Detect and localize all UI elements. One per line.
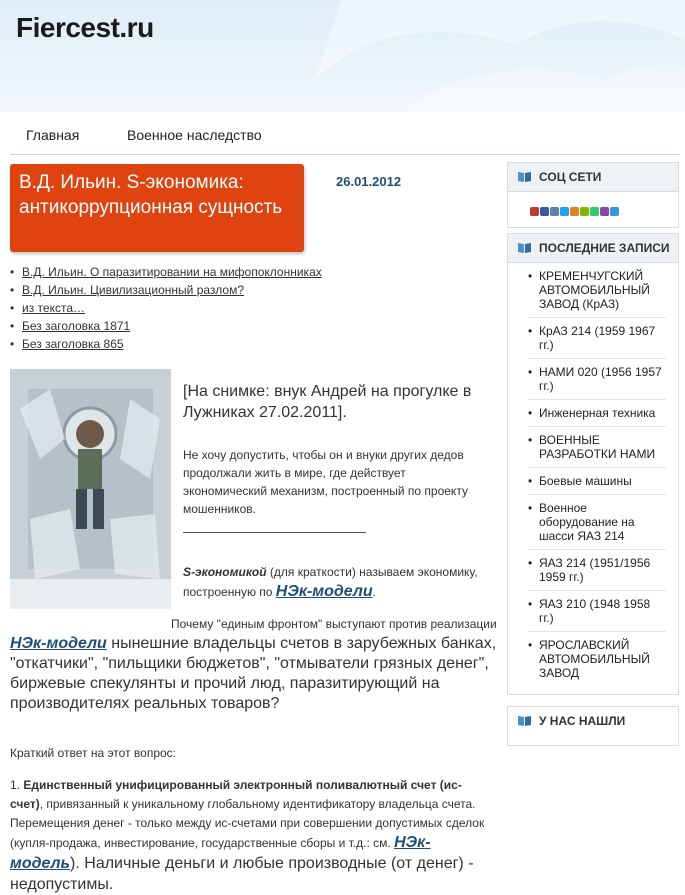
recent-post-item[interactable] [528, 318, 666, 359]
recent-post-item[interactable] [528, 632, 666, 686]
list-item: • Без заголовка 1871 [10, 319, 131, 333]
bullet-icon: • [528, 406, 533, 420]
main-nav [10, 114, 680, 155]
post-paragraph: Не хочу допустить, чтобы он и внуки других дедов продолжали жить в мире, где действует экономический механизм, построенный по проекту мошенников. [183, 448, 468, 516]
widget-title: У НАС НАШЛИ [539, 714, 626, 728]
site-header [0, 0, 685, 112]
widget-social [507, 162, 679, 228]
post-paragraph: Краткий ответ на этот вопрос: [10, 746, 177, 760]
book-icon [518, 242, 531, 253]
post-paragraph: S-экономикой (для краткости) называем экономику, построенную по НЭк-модели. [183, 565, 478, 600]
social-share-icon[interactable] [610, 207, 619, 216]
ice-sculpture-photo [10, 369, 171, 609]
book-icon [518, 171, 531, 182]
header-cloud-decoration [285, 0, 685, 110]
list-item: • Без заголовка 865 [10, 337, 124, 351]
recent-post-item[interactable] [528, 591, 666, 632]
related-post-link[interactable]: из текста… [22, 301, 85, 315]
recent-post-item[interactable] [528, 550, 666, 591]
nek-model-link[interactable]: НЭк-модели [275, 583, 373, 600]
photo-caption: [На снимке: внук Андрей на прогулке в Лужниках 27.02.2011]. [183, 383, 472, 421]
bullet-icon: • [528, 597, 533, 611]
recent-post-link[interactable]: ЯАЗ 214 (1951/1956 1959 гг.) [539, 556, 651, 584]
nav-item-military-heritage[interactable]: Военное наследство [127, 127, 262, 143]
bullet-icon: • [528, 474, 533, 488]
nek-model-link[interactable]: НЭк-модель [10, 834, 431, 872]
recent-posts-list [508, 263, 678, 686]
social-share-icon[interactable] [560, 207, 569, 216]
recent-post-item[interactable] [528, 427, 666, 468]
related-post-link[interactable]: В.Д. Ильин. Цивилизационный разлом? [22, 283, 245, 297]
social-share-icon[interactable] [570, 207, 579, 216]
social-share-icon[interactable] [530, 207, 539, 216]
recent-post-link[interactable]: Боевые машины [539, 474, 632, 488]
recent-post-link[interactable]: ЯРОСЛАВСКИЙ АВТОМОБИЛЬНЫЙ ЗАВОД [539, 638, 650, 680]
recent-post-link[interactable]: КРЕМЕНЧУГСКИЙ АВТОМОБИЛЬНЫЙ ЗАВОД (КрАЗ) [539, 269, 650, 311]
social-share-icon[interactable] [580, 207, 589, 216]
related-post-link[interactable]: Без заголовка 865 [22, 337, 124, 351]
recent-post-item[interactable] [528, 359, 666, 400]
recent-post-item[interactable] [528, 468, 666, 495]
bullet-icon: • [528, 556, 533, 570]
list-item: • В.Д. Ильин. О паразитировании на мифопоклонниках [10, 265, 322, 279]
post-date: 26.01.2012 [336, 174, 402, 189]
book-icon [518, 715, 531, 726]
list-item: • В.Д. Ильин. Цивилизационный разлом? [10, 283, 245, 297]
widget-recent-posts [507, 233, 679, 695]
social-icons-row [530, 203, 620, 221]
widget-found [507, 706, 679, 746]
post-photo [10, 369, 171, 609]
recent-post-link[interactable]: ЯАЗ 210 (1948 1958 гг.) [539, 597, 651, 625]
list-item: • из текста… [10, 301, 85, 315]
social-share-icon[interactable] [540, 207, 549, 216]
related-post-link[interactable]: В.Д. Ильин. О паразитировании на мифопоклонниках [22, 265, 322, 279]
bullet-icon: • [528, 638, 533, 652]
bullet-icon: • [528, 501, 533, 515]
widget-title: СОЦ СЕТИ [539, 170, 602, 184]
recent-post-link[interactable]: Инженерная техника [539, 406, 656, 420]
bullet-icon: • [528, 433, 533, 447]
related-posts-list [10, 263, 322, 353]
social-share-icon[interactable] [590, 207, 599, 216]
recent-post-link[interactable]: ВОЕННЫЕ РАЗРАБОТКИ НАМИ [539, 433, 656, 461]
nav-item-home[interactable]: Главная [26, 127, 80, 143]
post-title: В.Д. Ильин. S-экономика: антикоррупционная сущность [10, 164, 304, 252]
site-title[interactable]: Fiercest.ru [16, 12, 154, 43]
text-divider [183, 532, 366, 533]
social-share-icon[interactable] [550, 207, 559, 216]
post-paragraph: Почему "единым фронтом" выступают против реализации НЭк-модели нынешние владельцы счетов в зарубежных банках, "откатчики", "пильщики бюджетов", "отмыватели грязных денег", биржевые спекулянты и прочий люд, паразитирующий на производителях реальных товаров? [10, 617, 497, 712]
recent-post-link[interactable]: НАМИ 020 (1956 1957 гг.) [539, 365, 662, 393]
nek-model-link[interactable]: НЭк-модели [10, 635, 107, 652]
recent-post-link[interactable]: Военное оборудование на шасси ЯАЗ 214 [539, 501, 635, 543]
related-post-link[interactable]: Без заголовка 1871 [22, 319, 131, 333]
recent-post-item[interactable] [528, 495, 666, 550]
recent-post-link[interactable]: КрАЗ 214 (1959 1967 гг.) [539, 324, 656, 352]
bullet-icon: • [528, 269, 533, 283]
bullet-icon: • [528, 324, 533, 338]
bullet-icon: • [528, 365, 533, 379]
recent-post-item[interactable] [528, 400, 666, 427]
post-paragraph: 1. Единственный унифицированный электронный поливалютный счет (ис-счет), привязанный к уникальному глобальному идентификатору владельца счета. Перемещения денег - только между ис-счетами при совершении допустимых сделок (купля-продажа, инвестирование, государственные сборы и т.д.: см. НЭк-модель). Наличные деньги и любые производные (от денег) - недопустимы. [10, 778, 485, 893]
social-share-icon[interactable] [600, 207, 609, 216]
term-s-economy: S-экономикой [183, 565, 267, 579]
widget-title: ПОСЛЕДНИЕ ЗАПИСИ [539, 241, 670, 255]
recent-post-item[interactable] [528, 263, 666, 318]
